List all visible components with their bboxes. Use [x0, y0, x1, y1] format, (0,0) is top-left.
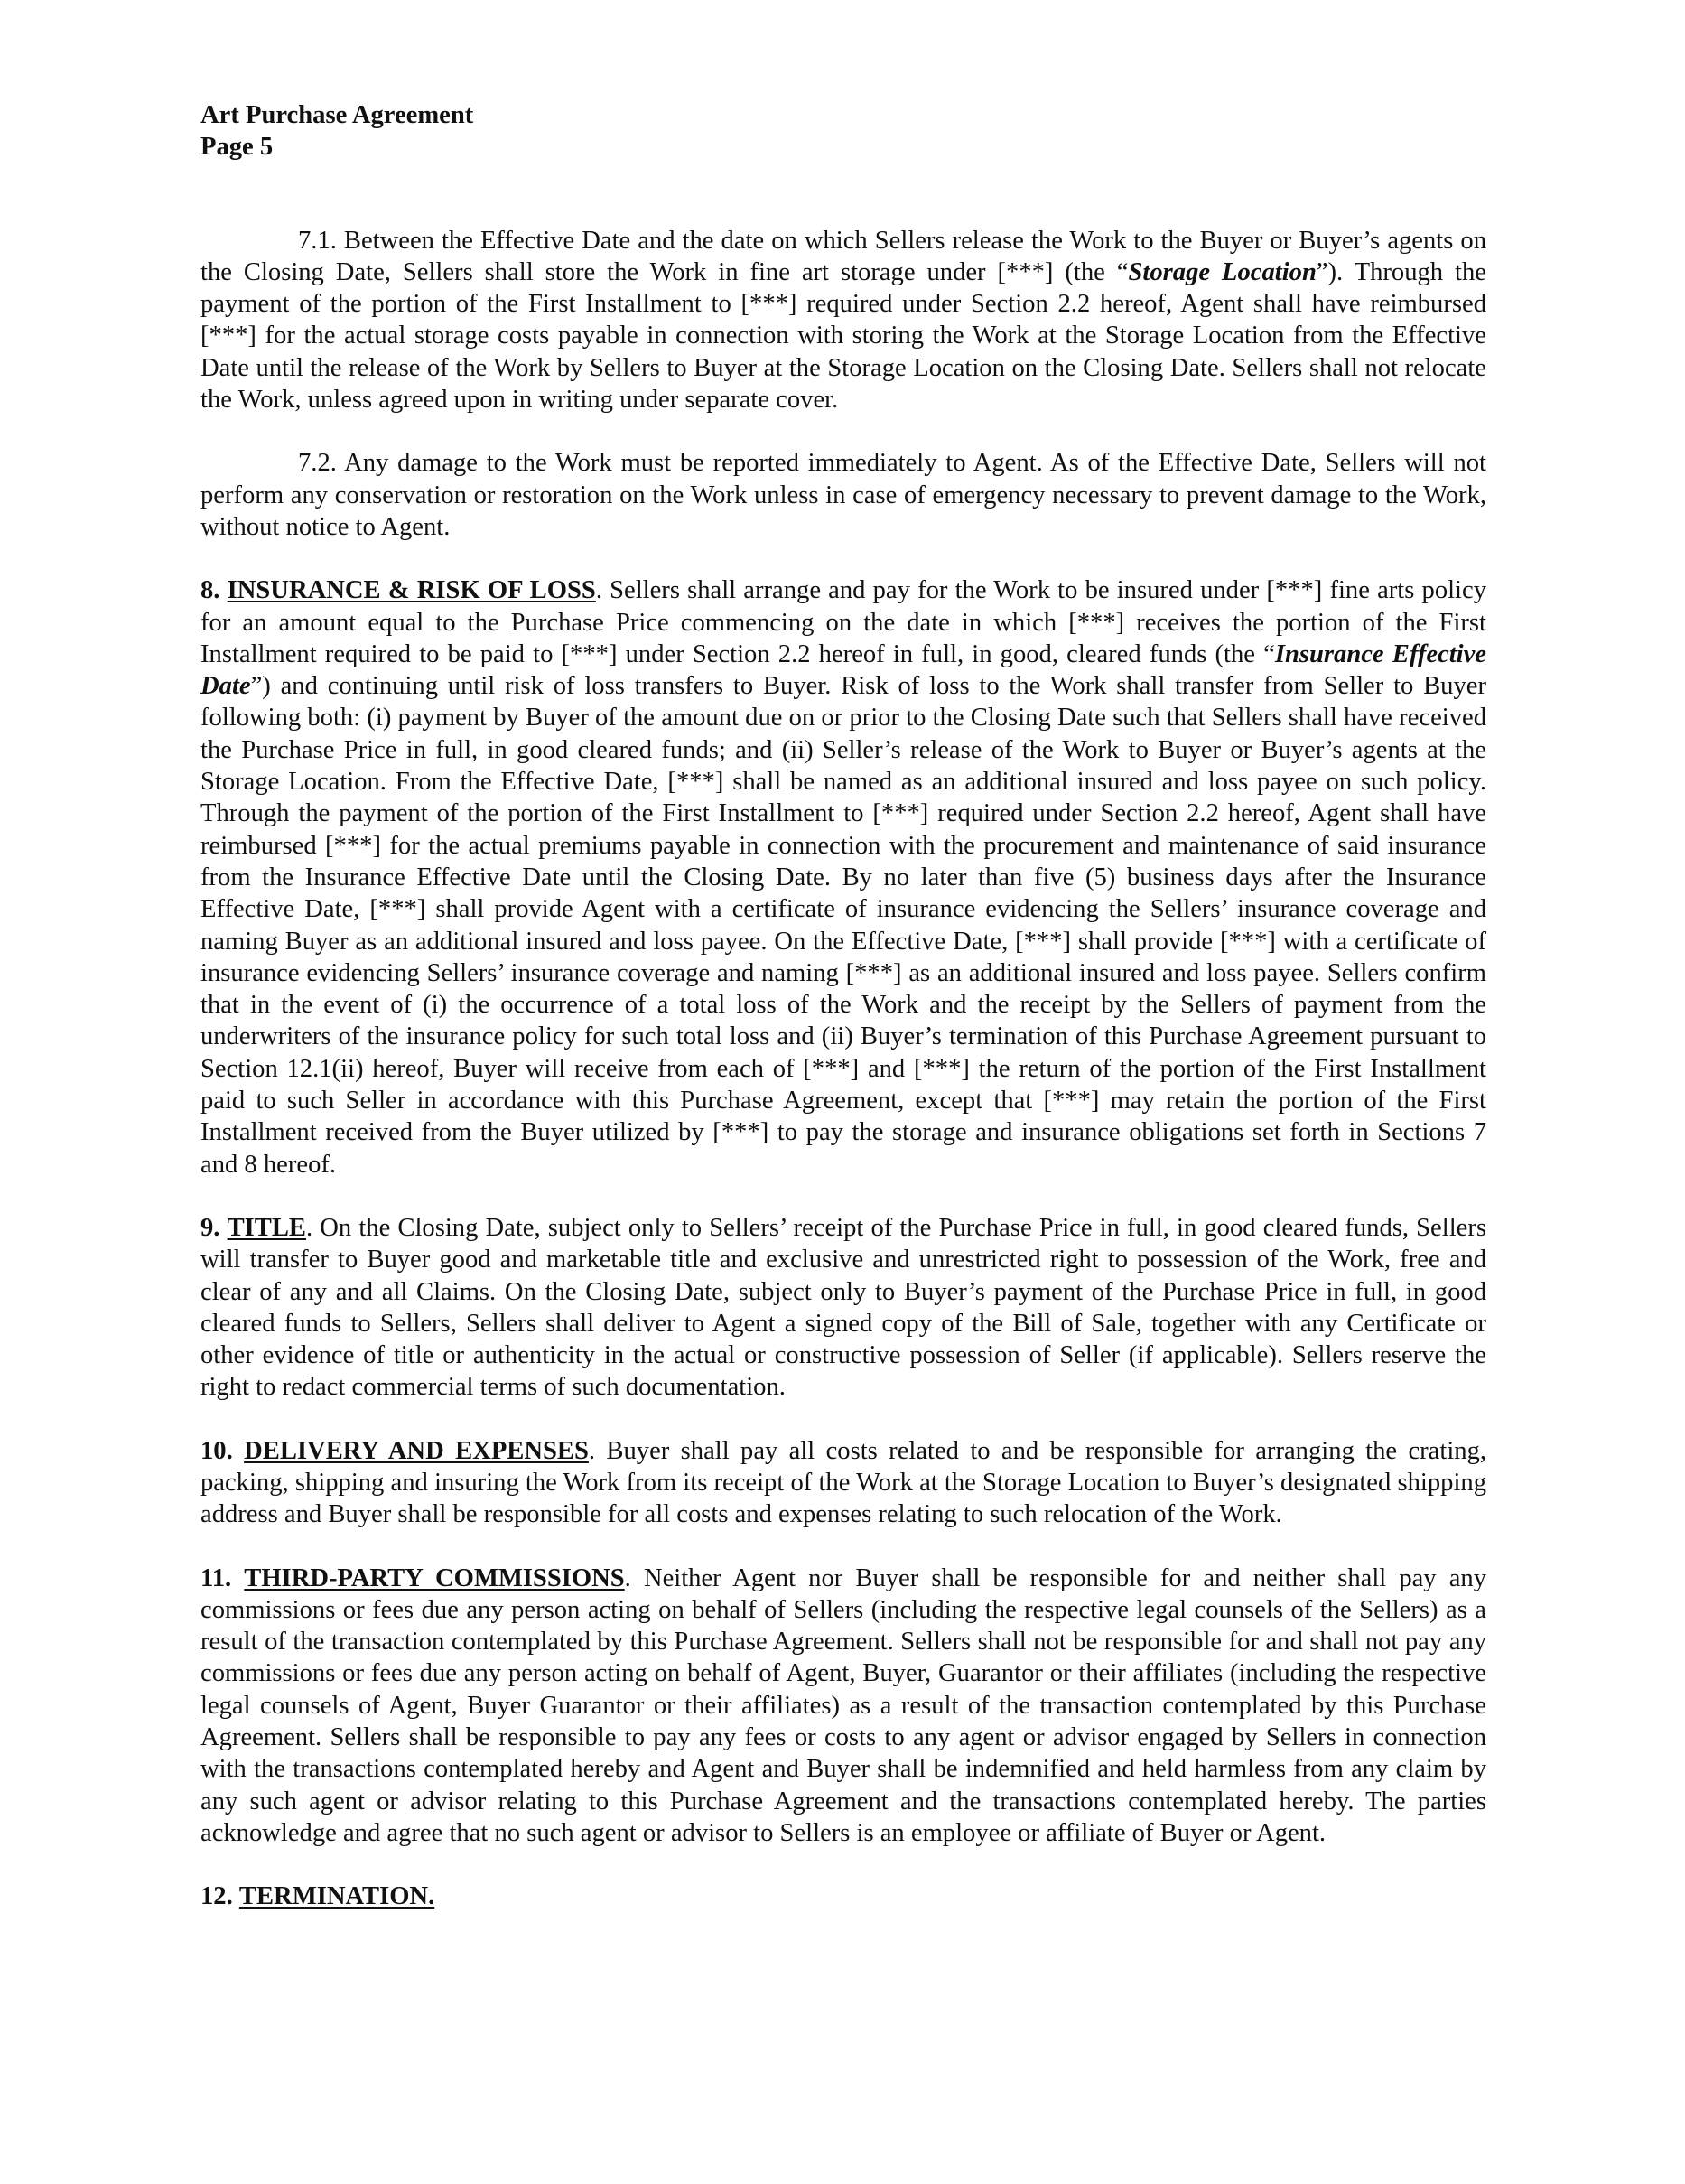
section-10-text: . Buyer shall pay all costs related to and be responsible for arranging the crating, packing, shipping and insuring the Work from its receipt of the Work at the Storage Location to Buyer’s designated shipping address and Buyer shall be responsible for all costs and expenses relating to such relocation of the Work.: [200, 1436, 1486, 1529]
section-12-number: 12.: [200, 1882, 233, 1911]
section-11-paragraph: [200, 1563, 1486, 1850]
section-12-heading: TERMINATION.: [238, 1882, 435, 1911]
section-10-heading: DELIVERY AND EXPENSES: [244, 1436, 589, 1465]
section-7-1-text-a: 7.1. Between the Effective Date and the date on which Sellers release the Work to the Buyer or Buyer’s agents on the Closing Date, Sellers shall store the Work in fine art storage under [***] (the “: [200, 226, 1486, 286]
section-9-number: 9.: [200, 1213, 220, 1242]
section-7-2-text: 7.2. Any damage to the Work must be reported immediately to Agent. As of the Effective Date, Sellers will not perform any conservation or restoration on the Work unless in case of emergency necessary to prevent damage to the Work, without notice to Agent.: [200, 449, 1486, 541]
page-number: Page 5: [200, 133, 274, 162]
section-7-1-paragraph: [200, 225, 1486, 416]
section-7-2-paragraph: [200, 447, 1486, 543]
section-11-number: 11.: [200, 1563, 232, 1592]
section-12-paragraph: [200, 1881, 1486, 1912]
section-10-number: 10.: [200, 1436, 233, 1465]
section-9-heading: TITLE: [227, 1213, 306, 1242]
section-8-heading: INSURANCE & RISK OF LOSS: [227, 576, 596, 605]
section-11-heading: THIRD-PARTY COMMISSIONS: [244, 1563, 625, 1592]
section-8-paragraph: [200, 574, 1486, 1181]
section-11-text: . Neither Agent nor Buyer shall be responsible for and neither shall pay any commissions or fees due any person acting on behalf of Sellers (including the respective legal counsels of the Sellers) as a result of the transaction contemplated by this Purchase Agreement. Sellers shall not be responsible for and shall not pay any commissions or fees due any person acting on behalf of Agent, Buyer, Guarantor or their affiliates (including the respective legal counsels of Agent, Buyer Guarantor or their affiliates) as a result of the transaction contemplated by this Purchase Agreement. Sellers shall be responsible to pay any fees or costs to any agent or advisor engaged by Sellers in connection with the transactions contemplated hereby and Agent and Buyer shall be indemnified and held harmless from any claim by any such agent or advisor relating to this Purchase Agreement and the transactions contemplated hereby. The parties acknowledge and agree that no such agent or advisor to Sellers is an employee or affiliate of Buyer or Agent.: [200, 1563, 1486, 1847]
document-title: Art Purchase Agreement: [200, 101, 474, 129]
section-9-text: . On the Closing Date, subject only to Sellers’ receipt of the Purchase Price in full, in good cleared funds, Sellers will transfer to Buyer good and marketable title and exclusive and unrestricted right to possession of the Work, free and clear of any and all Claims. On the Closing Date, subject only to Buyer’s payment of the Purchase Price in full, in good cleared funds to Sellers, Sellers shall deliver to Agent a signed copy of the Bill of Sale, together with any Certificate or other evidence of title or authenticity in the actual or constructive possession of Seller (if applicable). Sellers reserve the right to redact commercial terms of such documentation.: [200, 1213, 1486, 1402]
section-8-text-b: ”) and continuing until risk of loss transfers to Buyer. Risk of loss to the Work shall transfer from Seller to Buyer following both: (i) payment by Buyer of the amount due on or prior to the Closing Date such that Sellers shall have received the Purchase Price in full, in good cleared funds; and (ii) Seller’s release of the Work to Buyer or Buyer’s agents at the Storage Location. From the Effective Date, [***] shall be named as an additional insured and loss payee on such policy. Through the payment of the portion of the First Installment to [***] required under Section 2.2 hereof, Agent shall have reimbursed [***] for the actual premiums payable in connection with the procurement and maintenance of said insurance from the Insurance Effective Date until the Closing Date. By no later than five (5) business days after the Insurance Effective Date, [***] shall provide Agent with a certificate of insurance evidencing the Sellers’ insurance coverage and naming Buyer as an additional insured and loss payee. On the Effective Date, [***] shall provide [***] with a certificate of insurance evidencing Sellers’ insurance coverage and naming [***] as an additional insured and loss payee. Sellers confirm that in the event of (i) the occurrence of a total loss of the Work and the receipt by the Sellers of payment from the underwriters of the insurance policy for such total loss and (ii) Buyer’s termination of this Purchase Agreement pursuant to Section 12.1(ii) hereof, Buyer will receive from each of [***] and [***] the return of the portion of the First Installment paid to such Seller in accordance with this Purchase Agreement, except that [***] may retain the portion of the First Installment received from the Buyer utilized by [***] to pay the storage and insurance obligations set forth in Sections 7 and 8 hereof.: [200, 672, 1486, 1179]
section-7-1-text-b: ”). Through the payment of the portion of the First Installment to [***] required under Section 2.2 hereof, Agent shall have reimbursed [***] for the actual storage costs payable in connection with storing the Work at the Storage Location from the Effective Date until the release of the Work by Sellers to Buyer at the Storage Location on the Closing Date. Sellers shall not relocate the Work, unless agreed upon in writing under separate cover.: [200, 257, 1486, 415]
page-header: [200, 99, 1486, 163]
section-8-text-a: . Sellers shall arrange and pay for the Work to be insured under [***] fine arts policy for an amount equal to the Purchase Price commencing on the date in which [***] receives the portion of the First Installment required to be paid to [***] under Section 2.2 hereof in full, in good, cleared funds (the “: [200, 576, 1486, 668]
insurance-effective-date-term: Insurance Effective Date: [200, 639, 1487, 701]
storage-location-term: Storage Location: [1128, 257, 1317, 286]
document-page: [200, 99, 1486, 1945]
section-10-paragraph: [200, 1435, 1486, 1531]
section-9-paragraph: [200, 1212, 1486, 1404]
section-8-number: 8.: [200, 576, 220, 605]
